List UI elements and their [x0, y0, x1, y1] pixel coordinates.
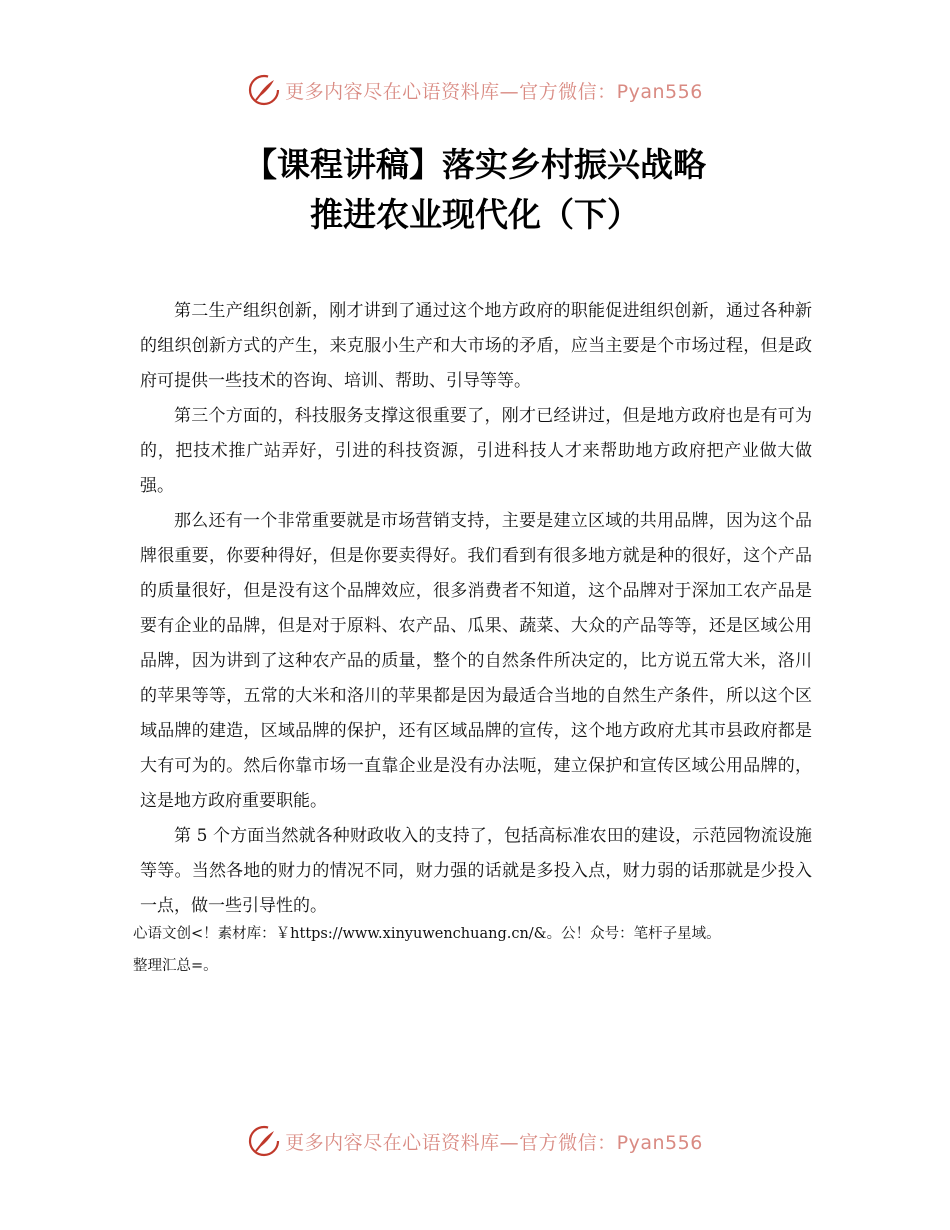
quill-logo-icon: [247, 1124, 281, 1158]
paragraph: 第 5 个方面当然就各种财政收入的支持了，包括高标准农田的建设，示范园物流设施等等。当然各地的财力的情况不同，财力强的话就是多投入点，财力弱的话那就是少投入一点，做一些引导性的。: [140, 826, 812, 916]
source-footnote: [133, 918, 833, 982]
title-line-2: 推进农业现代化（下）: [310, 195, 640, 234]
footnote-line-2: 整理汇总=。: [133, 958, 218, 974]
footnote-line-1: 心语文创<！素材库：￥https://www.xinyuwenchuang.cn/&。公！众号：笔杆子星域。: [133, 926, 721, 942]
footer-banner: [0, 1121, 950, 1161]
header-banner-text: 更多内容尽在心语资料库—官方微信：Pyan556: [285, 80, 703, 103]
paragraph: 第二生产组织创新，刚才讲到了通过这个地方政府的职能促进组织创新，通过各种新的组织创新方式的产生，来克服小生产和大市场的矛盾，应当主要是个市场过程，但是政府可提供一些技术的咨询、培训、帮助、引导等等。: [140, 301, 812, 391]
article-body: [140, 294, 812, 924]
footer-banner-text: 更多内容尽在心语资料库—官方微信：Pyan556: [285, 1131, 703, 1154]
page-title: [0, 140, 950, 240]
paragraph: 第三个方面的，科技服务支撑这很重要了，刚才已经讲过，但是地方政府也是有可为的，把技术推广站弄好，引进的科技资源，引进科技人才来帮助地方政府把产业做大做强。: [140, 406, 812, 496]
paragraph: 那么还有一个非常重要就是市场营销支持，主要是建立区域的共用品牌，因为这个品牌很重要，你要种得好，但是你要卖得好。我们看到有很多地方就是种的很好，这个产品的质量很好，但是没有这个品牌效应，很多消费者不知道，这个品牌对于深加工农产品是要有企业的品牌，但是对于原料、农产品、瓜果、蔬菜、大众的产品等等，还是区域公用品牌，因为讲到了这种农产品的质量，整个的自然条件所决定的，比方说五常大米，洛川的苹果等等，五常的大米和洛川的苹果都是因为最适合当地的自然生产条件，所以这个区域品牌的建造，区域品牌的保护，还有区域品牌的宣传，这个地方政府尤其市县政府都是大有可为的。然后你靠市场一直靠企业是没有办法呃，建立保护和宣传区域公用品牌的，这是地方政府重要职能。: [140, 511, 812, 811]
title-line-1: 【课程讲稿】落实乡村振兴战略: [244, 145, 706, 184]
quill-logo-icon: [247, 73, 281, 107]
header-banner: [0, 70, 950, 110]
